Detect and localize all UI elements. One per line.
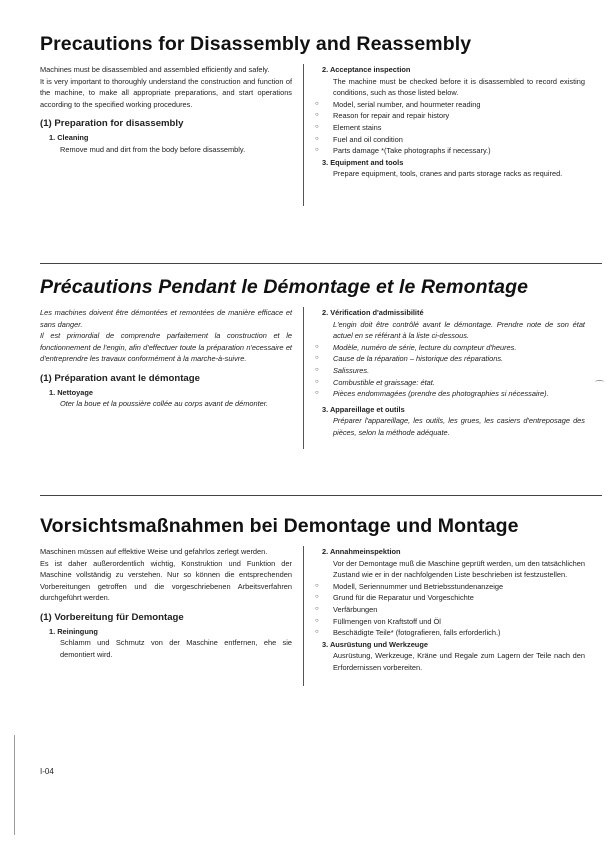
- section-divider: [40, 495, 602, 496]
- item-title: 3. Appareillage et outils: [322, 404, 405, 414]
- intro-paragraph: It is very important to thoroughly understand the construction and function of the machine, to make all appropriate preparations, and start operations according to the specified working procedures.: [40, 76, 292, 109]
- intro-paragraph: Es ist daher außerordentlich wichtig, Konstruktion und Funktion der Maschine vollständig zu verstehen. Nur so können die entsprechenden Vorbereitungen getroffen und die vorgeschriebenen Arbeitsverfahren durchgeführt werden.: [40, 558, 292, 603]
- page-edge-line: [14, 735, 15, 835]
- item-body: The machine must be checked before it is disassembled to record existing conditions, such as those listed below.: [333, 76, 585, 98]
- bullet-item: ○ Combustible et graissage: état.: [313, 377, 585, 389]
- subheading: (1) Vorbereitung für Demontage: [40, 611, 184, 623]
- item-body: Schlamm und Schmutz von der Maschine entfernen, ehe sie demontiert wird.: [60, 638, 292, 659]
- page-number: I-04: [40, 767, 54, 776]
- section-title-fr: Précautions Pendant le Démontage et le Remontage: [40, 276, 529, 298]
- bullet-item: ○ Verfärbungen: [313, 604, 585, 616]
- bullet-item: ○ Modell, Seriennummer und Betriebsstundenanzeige: [313, 581, 585, 593]
- item-body: Préparer l'appareillage, les outils, les grues, les casiers d'entreposage des pièces, selon la méthode adéquate.: [333, 416, 585, 437]
- intro-paragraph: Maschinen müssen auf effektive Weise und gefahrlos zerlegt werden.: [40, 547, 268, 556]
- bullet-item: ○ Beschädigte Teile* (fotografieren, falls erforderlich.): [313, 627, 585, 639]
- column-divider: [303, 546, 304, 686]
- item-body: Prepare equipment, tools, cranes and parts storage racks as required.: [333, 169, 563, 179]
- bullet-item: ○ Cause de la réparation – historique des réparations.: [313, 353, 585, 365]
- item-title: 2. Acceptance inspection: [322, 65, 411, 74]
- item-title: 1. Reiningung: [49, 626, 98, 636]
- fr-left-column: [40, 307, 292, 410]
- bullet-item: ○ Salissures.: [313, 365, 585, 377]
- item-body: Vor der Demontage muß die Maschine geprüft werden, um den tatsächlichen Zustand wie er in der nachfolgenden Liste beschrieben ist festzustellen.: [333, 558, 585, 580]
- column-divider: [303, 307, 304, 449]
- bullet-item: ○ Element stains: [313, 122, 585, 134]
- item-title: 2. Vérification d'admissibilité: [322, 308, 424, 317]
- intro-paragraph: Les machines doivent être démontées et remontées de manière efficace et sans danger.: [40, 308, 292, 329]
- bullet-item: ○ Modèle, numéro de série, lecture du compteur d'heures.: [313, 342, 585, 354]
- fr-right-column: [313, 307, 585, 439]
- item-title: 3. Equipment and tools: [322, 157, 404, 167]
- item-body: L'engin doit être contrôlé avant le démontage. Prendre note de son état actuel en se référant à la liste ci-dessous.: [333, 319, 585, 341]
- item-body: Remove mud and dirt from the body before disassembly.: [60, 144, 246, 154]
- bullet-item: ○ Grund für die Reparatur und Vorgeschichte: [313, 592, 585, 604]
- section-title-en: Precautions for Disassembly and Reassembly: [40, 33, 472, 55]
- bullet-item: ○ Pièces endommagées (prendre des photographies si nécessaire).: [313, 388, 585, 400]
- margin-mark: ⌒: [594, 380, 604, 390]
- item-title: 2. Annahmeinspektion: [322, 547, 401, 556]
- en-left-column: [40, 64, 292, 155]
- section-divider: [40, 263, 602, 264]
- bullet-item: ○ Reason for repair and repair history: [313, 110, 585, 122]
- item-body: Ausrüstung, Werkzeuge, Kräne und Regale zum Lagern der Teile nach den Erfordernissen vorbereiten.: [333, 651, 585, 672]
- bullet-item: ○ Fuel and oil condition: [313, 134, 585, 146]
- item-title: 1. Cleaning: [49, 132, 89, 142]
- item-body: Oter la boue et la poussière collée au corps avant de démonter.: [60, 399, 269, 409]
- subheading: (1) Preparation for disassembly: [40, 118, 184, 130]
- de-left-column: [40, 546, 292, 660]
- section-title-de: Vorsichtsmaßnahmen bei Demontage und Montage: [40, 515, 519, 537]
- item-title: 3. Ausrüstung und Werkzeuge: [322, 639, 428, 649]
- bullet-item: ○ Füllmengen von Kraftstoff und Öl: [313, 616, 585, 628]
- bullet-item: ○ Model, serial number, and hourmeter reading: [313, 99, 585, 111]
- item-title: 1. Nettoyage: [49, 387, 93, 397]
- intro-paragraph: Il est primordial de comprendre parfaitement la construction et le fonctionnement de l'engin, afin d'effectuer toute la préparation n'ecessaire et d'entreprendre les travaux conformément à la marche-à-suivre.: [40, 331, 292, 364]
- en-right-column: [313, 64, 585, 180]
- intro-paragraph: Machines must be disassembled and assembled efficiently and safely.: [40, 65, 270, 74]
- bullet-item: ○ Parts damage *(Take photographs if necessary.): [313, 145, 585, 157]
- subheading: (1) Préparation avant le démontage: [40, 372, 200, 384]
- column-divider: [303, 64, 304, 206]
- de-right-column: [313, 546, 585, 674]
